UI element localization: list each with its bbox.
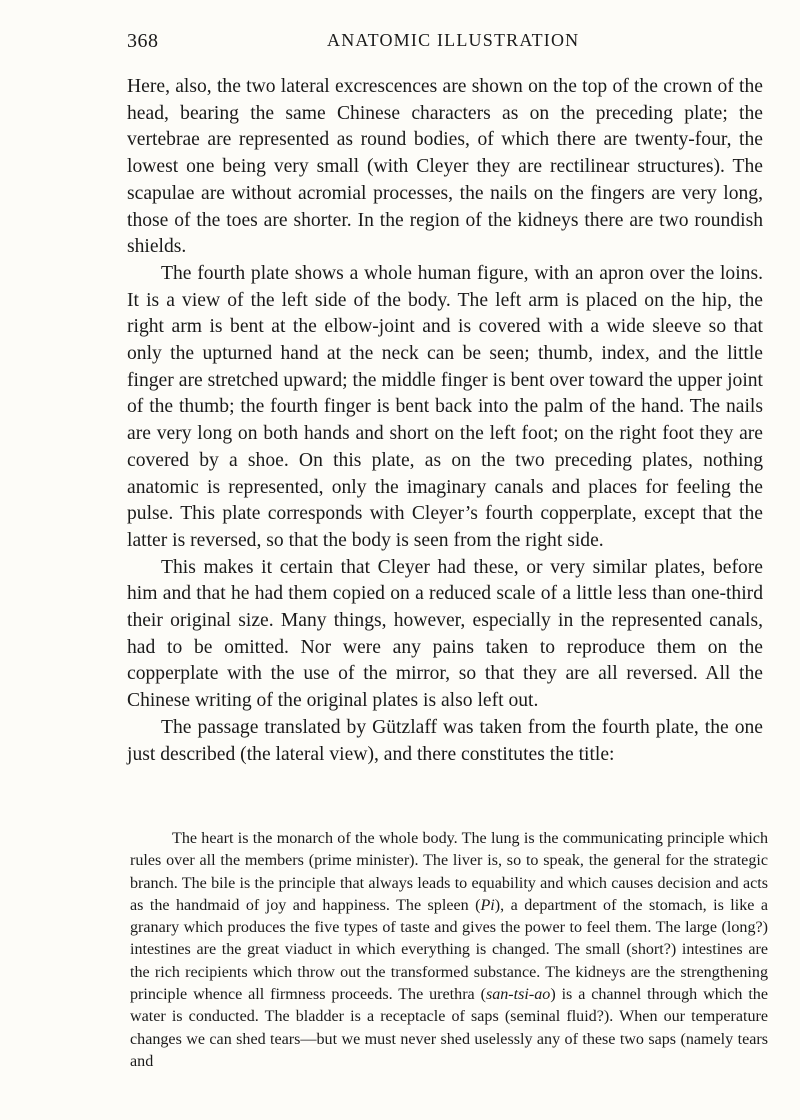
quote-text-2: ), a department of the stomach, is like a granary which produces the five types of taste and gives the power to feel them. The large (long?) intestines are the great viaduct in which everything is changed. The small (short?) intestines are the rich recipients which throw out the transformed substance. The kidneys are the strengthening principle whence all firmness proceeds. The urethra (: [130, 896, 769, 1004]
page-header: [127, 20, 767, 56]
paragraph-1: Here, also, the two lateral excrescences are shown on the top of the crown of the head, bearing the same Chinese characters as on the preceding plate; the vertebrae are represented as round bodies, of which there are twenty-four, the lowest one being very small (with Cleyer they are rectilinear structures). The scapulae are without acromial processes, the nails on the fingers are very long, those of the toes are shorter. In the region of the kidneys there are two roundish shields.: [127, 76, 763, 258]
quote-paragraph: The heart is the monarch of the whole body. The lung is the communicating principle which rules over all the members (prime minister). The liver is, so to speak, the general for the strategic branch. The bile is the principle that always leads to equability and which causes decision and acts as the handmaid of joy and happiness. The spleen (Pi), a department of the stomach, is like a granary which produces the five types of taste and gives the power to feel them. The large (long?) intestines are the great viaduct in which everything is changed. The small (short?) intestines are the rich recipients which throw out the transformed substance. The kidneys are the strengthening principle whence all firmness proceeds. The urethra (san-tsi-ao) is a channel through which the water is conducted. The bladder is a receptacle of saps (seminal fluid?). When our temperature changes we can shed tears—but we must never shed uselessly any of these two saps (namely tears and: [130, 830, 769, 1070]
quote-text-1: The heart is the monarch of the whole body. The lung is the communicating principle which rules over all the members (prime minister). The liver is, so to speak, the general for the strategic branch. The bile is the principle that always leads to equability and which causes decision and acts as the handmaid of joy and happiness. The spleen: [130, 830, 768, 914]
quote-text-3: ) is a channel through which the water is conducted. The bladder is a receptacle of saps (seminal fluid?). When our temperature changes we can shed tears—but we must never shed uselessly any of these two saps (namely tears and: [130, 986, 768, 1070]
quote-term-san-tsi-ao: san-tsi-ao: [485, 986, 551, 1004]
paragraph-2: The fourth plate shows a whole human figure, with an apron over the loins. It is a view of the left side of the body. The left arm is placed on the hip, the right arm is bent at the elbow-joint and is covered with a wide sleeve so that only the upturned hand at the neck can be seen; thumb, index, and the little finger are stretched upward; the middle finger is bent over toward the upper joint of the thumb; the fourth finger is bent back into the palm of the hand. The nails are very long on both hands and short on the left foot; on the right foot they are covered by a shoe. On this plate, as on the two preceding plates, nothing anatomic is represented, only the imaginary canals and places for feeling the pulse. This plate corresponds with Cleyer’s fourth copperplate, except that the latter is reversed, so that the body is seen from the right side.: [127, 262, 763, 551]
block-quote: [130, 828, 768, 1073]
body-text: [127, 74, 763, 768]
paragraph-3: This makes it certain that Cleyer had these, or very similar plates, before him and that he had them copied on a reduced scale of a little less than one-third their original size. Many things, however, especially in the represented canals, had to be omitted. Nor were any pains taken to reproduce them on the copperplate with the use of the mirror, so that they are all reversed. All the Chinese writing of the original plates is also left out.: [127, 556, 763, 712]
page-number: 368: [127, 30, 159, 52]
paragraph-4: The passage translated by Gützlaff was taken from the fourth plate, the one just described (the lateral view), and there constitutes the title:: [127, 716, 763, 765]
quote-term-pi: Pi: [480, 896, 495, 914]
running-head: ANATOMIC ILLUSTRATION: [327, 30, 580, 50]
